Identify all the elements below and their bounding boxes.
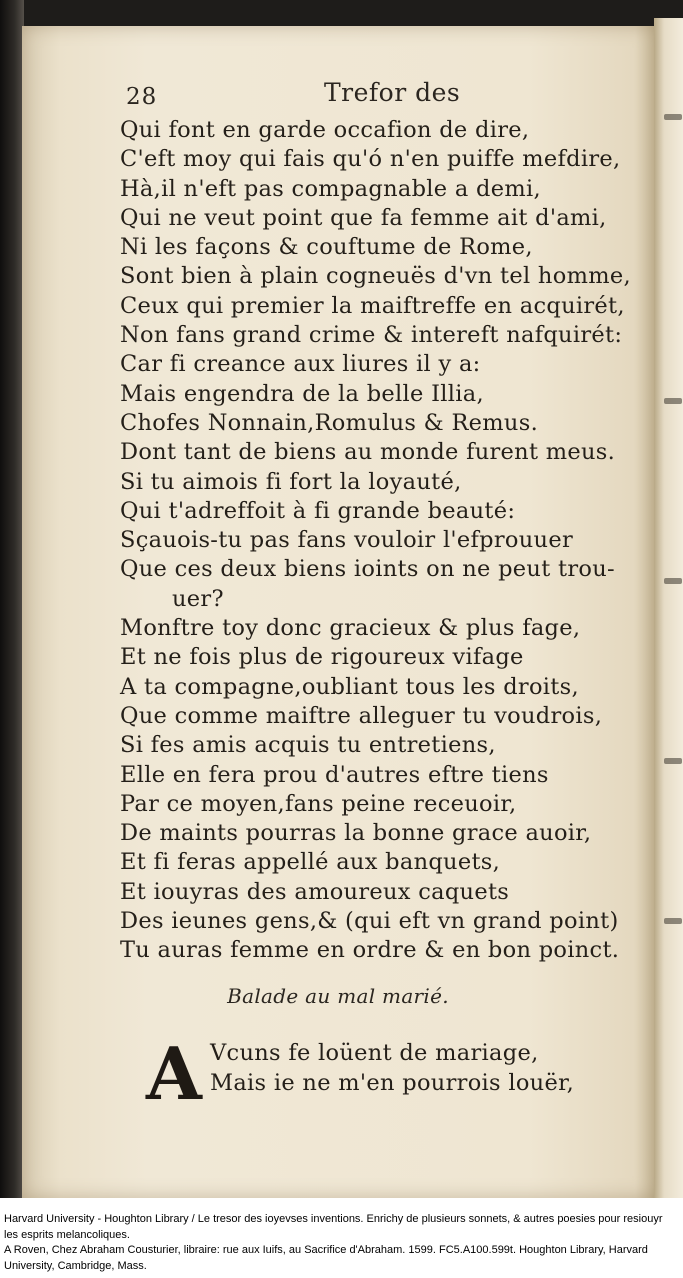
poem-line: Hà,il n'eft pas compagnable a demi, xyxy=(120,175,541,202)
adjacent-page-text-fragment xyxy=(664,398,682,404)
caption-imprint-line: A Roven, Chez Abraham Cousturier, libraire: rue aux Iuifs, au Sacrifice d'Abraham. 1599. FC5.A100.599t. Houghton Library, Harvard University, Cambridge, Mass. xyxy=(4,1244,648,1272)
poem-line: Qui t'adreffoit à fi grande beauté: xyxy=(120,497,516,524)
running-title: Trefor des xyxy=(324,78,461,107)
ballad-text xyxy=(210,1038,574,1098)
poem-line: Si tu aimois fi fort la loyauté, xyxy=(120,468,462,495)
caption-source-line: Harvard University - Houghton Library / Le tresor des ioyevses inventions. Enrichy de plusieurs sonnets, & autres poesies pour resiouyr les esprits melancoliques. xyxy=(4,1213,663,1241)
ballad-line: Mais ie ne m'en pourrois louër, xyxy=(210,1070,575,1096)
poem-line: Que ces deux biens ioints on ne peut trou- xyxy=(120,556,615,583)
poem-line: Mais engendra de la belle Illia, xyxy=(120,380,484,407)
poem-line: C'eft moy qui fais qu'ó n'en puiffe mefdire, xyxy=(120,146,621,173)
poem-text xyxy=(120,116,650,966)
poem-line: Non fans grand crime & intereft nafquirét: xyxy=(120,322,623,349)
poem-line: Sçauois-tu pas fans vouloir l'efprouuer xyxy=(120,527,574,554)
poem-line: De maints pourras la bonne grace auoir, xyxy=(120,820,592,847)
poem-line: Monftre toy donc gracieux & plus fage, xyxy=(120,615,581,642)
poem-line: Si fes amis acquis tu entretiens, xyxy=(120,732,496,759)
poem-line: Dont tant de biens au monde furent meus. xyxy=(120,439,616,466)
book-page xyxy=(22,26,654,1198)
adjacent-page-text-fragment xyxy=(664,578,682,584)
poem-line: Par ce moyen,fans peine receuoir, xyxy=(120,790,517,817)
ballad-title: Balade au mal marié. xyxy=(227,984,449,1008)
drop-cap-initial: A xyxy=(146,1031,202,1116)
poem-line: Et ne fois plus de rigoureux vifage xyxy=(120,644,524,671)
poem-line: A ta compagne,oubliant tous les droits, xyxy=(120,673,579,700)
poem-line: Sont bien à plain cogneuës d'vn tel homme, xyxy=(120,263,631,290)
ballad-line: Vcuns fe loüent de mariage, xyxy=(210,1040,539,1066)
poem-line: Et fi feras appellé aux banquets, xyxy=(120,849,501,876)
adjacent-page-text-fragment xyxy=(664,114,682,120)
page-number: 28 xyxy=(126,84,158,110)
image-caption xyxy=(0,1204,683,1278)
book-binding-edge xyxy=(0,0,24,1198)
poem-line: Des ieunes gens,& (qui eft vn grand point) xyxy=(120,908,619,935)
poem-line: Et iouyras des amoureux caquets xyxy=(120,878,510,905)
running-head xyxy=(22,74,654,114)
poem-line: Ni les façons & couftume de Rome, xyxy=(120,234,533,261)
adjacent-page-text-fragment xyxy=(664,918,682,924)
poem-line: Qui ne veut point que fa femme ait d'ami, xyxy=(120,204,607,231)
poem-line: Que comme maiftre alleguer tu voudrois, xyxy=(120,702,603,729)
poem-line: Car fi creance aux liures il y a: xyxy=(120,351,481,378)
adjacent-page-edge xyxy=(654,18,683,1198)
poem-line: Elle en fera prou d'autres eftre tiens xyxy=(120,761,549,788)
poem-line: Qui font en garde occafion de dire, xyxy=(120,117,530,143)
poem-line: Chofes Nonnain,Romulus & Remus. xyxy=(120,409,539,436)
poem-line: Ceux qui premier la maiftreffe en acquirét, xyxy=(120,292,625,319)
adjacent-page-text-fragment xyxy=(664,758,682,764)
poem-line: Tu auras femme en ordre & en bon poinct. xyxy=(120,937,620,964)
poem-line-continuation: uer? xyxy=(172,585,224,612)
